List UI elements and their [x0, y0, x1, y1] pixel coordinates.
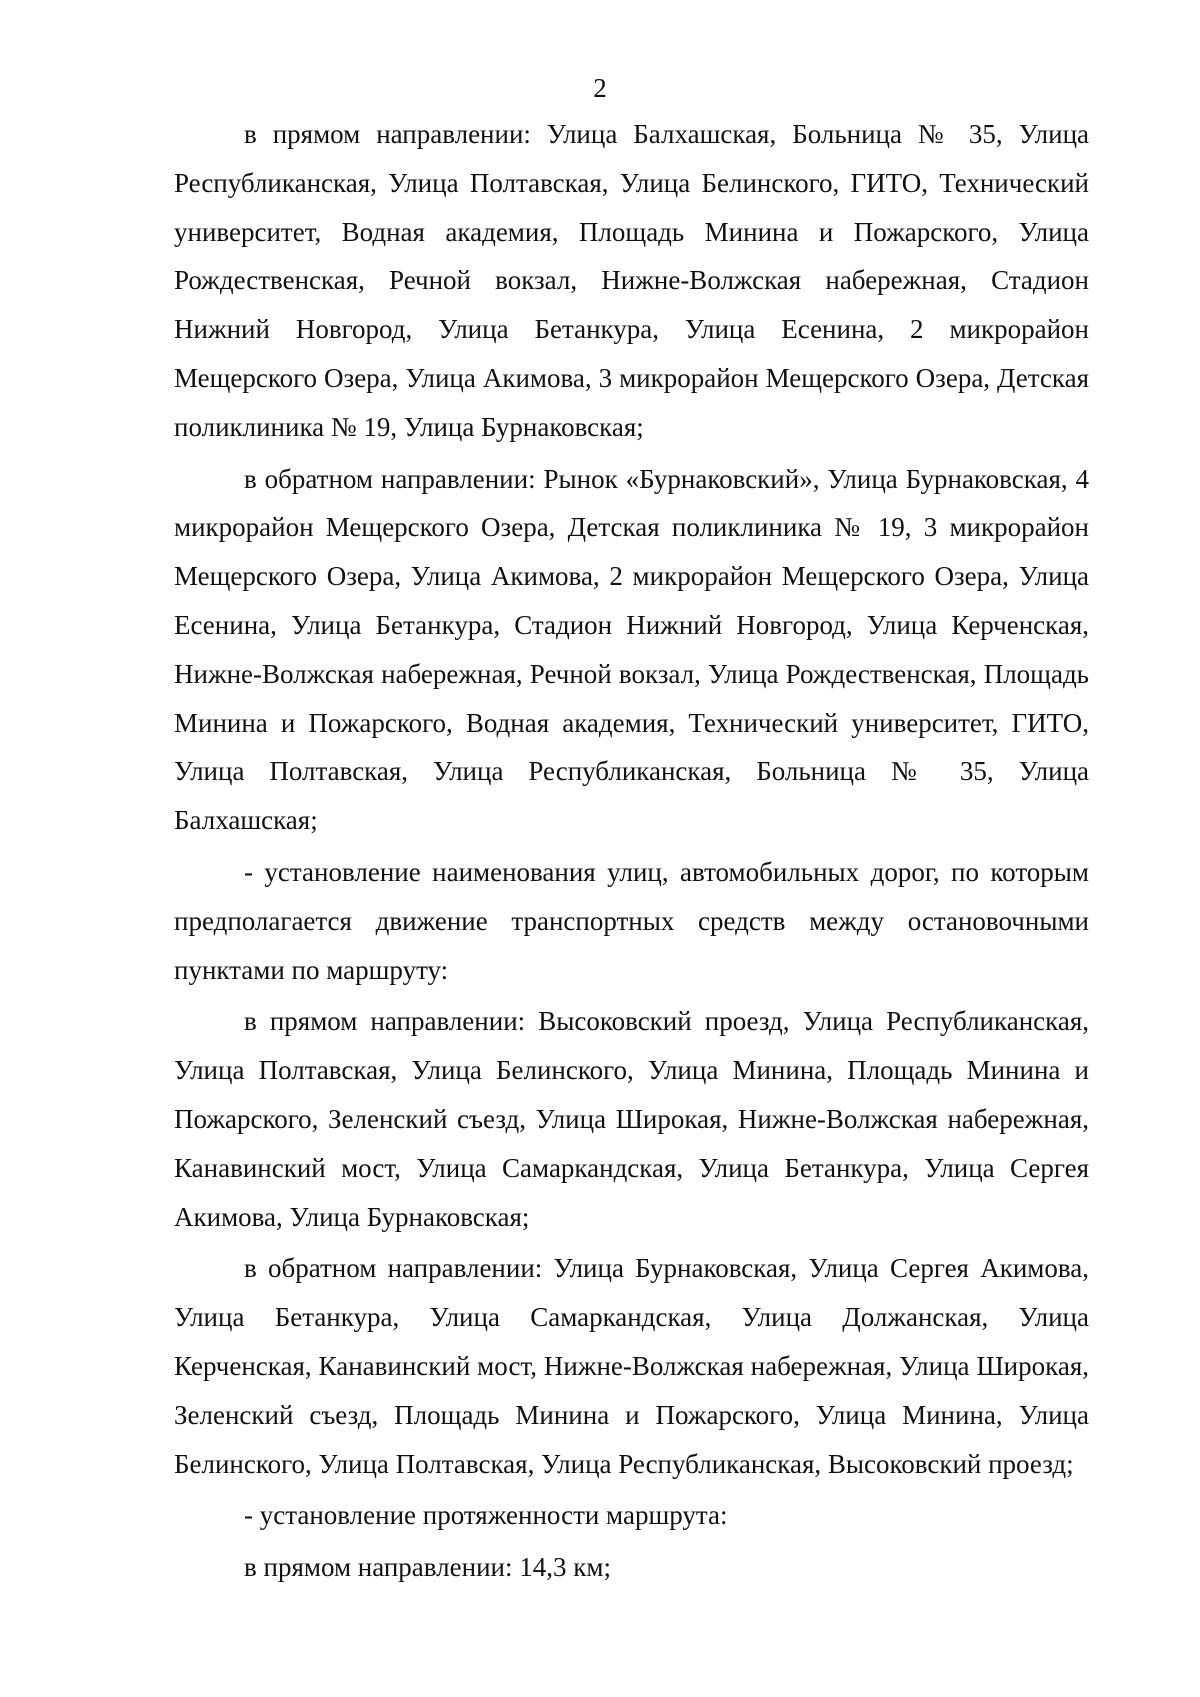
paragraph-reverse-streets: в обратном направлении: Улица Бурнаковская, Улица Сергея Акимова, Улица Бетанкура, Улица Самаркандская, Улица Должанская, Улица Керченская, Канавинский мост, Нижне-Волжская набережная, Улица Широкая, Зеленский съезд, Площадь Минина и Пожарского, Улица Минина, Улица Белинского, Улица Полтавская, Улица Республиканская, Высоковский проезд; — [174, 1253, 1089, 1479]
paragraph-forward-streets: в прямом направлении: Высоковский проезд, Улица Республиканская, Улица Полтавская, Улица Белинского, Улица Минина, Площадь Минина и Пожарского, Зеленский съезд, Улица Широкая, Нижне-Волжская набережная, Канавинский мост, Улица Самаркандская, Улица Бетанкура, Улица Сергея Акимова, Улица Бурнаковская; — [174, 1006, 1089, 1232]
paragraph-forward-length: в прямом направлении: 14,3 км; — [244, 1552, 611, 1583]
paragraph-streets-heading: - установление наименования улиц, автомобильных дорог, по которым предполагается движение транспортных средств между остановочными пунктами по маршруту: — [174, 856, 1089, 985]
paragraph-reverse-stops: в обратном направлении: Рынок «Бурнаковский», Улица Бурнаковская, 4 микрорайон Мещерского Озера, Детская поликлиника № 19, 3 микрорайон Мещерского Озера, Улица Акимова, 2 микрорайон Мещерского Озера, Улица Есенина, Улица Бетанкура, Стадион Нижний Новгород, Улица Керченская, Нижне-Волжская набережная, Речной вокзал, Улица Рождественская, Площадь Минина и Пожарского, Водная академия, Технический университет, ГИТО, Улица Полтавская, Улица Республиканская, Больница № 35, Улица Балхашская; — [174, 463, 1089, 836]
paragraph-forward-stops: в прямом направлении: Улица Балхашская, Больница № 35, Улица Республиканская, Улица Полтавская, Улица Белинского, ГИТО, Технический университет, Водная академия, Площадь Минина и Пожарского, Улица Рождественская, Речной вокзал, Нижне-Волжская набережная, Стадион Нижний Новгород, Улица Бетанкура, Улица Есенина, 2 микрорайон Мещерского Озера, Улица Акимова, 3 микрорайон Мещерского Озера, Детская поликлиника № 19, Улица Бурнаковская; — [174, 119, 1089, 442]
paragraph-length-heading: - установление протяженности маршрута: — [244, 1500, 728, 1531]
page-number: 2 — [593, 73, 607, 103]
document-body — [174, 110, 1089, 1595]
